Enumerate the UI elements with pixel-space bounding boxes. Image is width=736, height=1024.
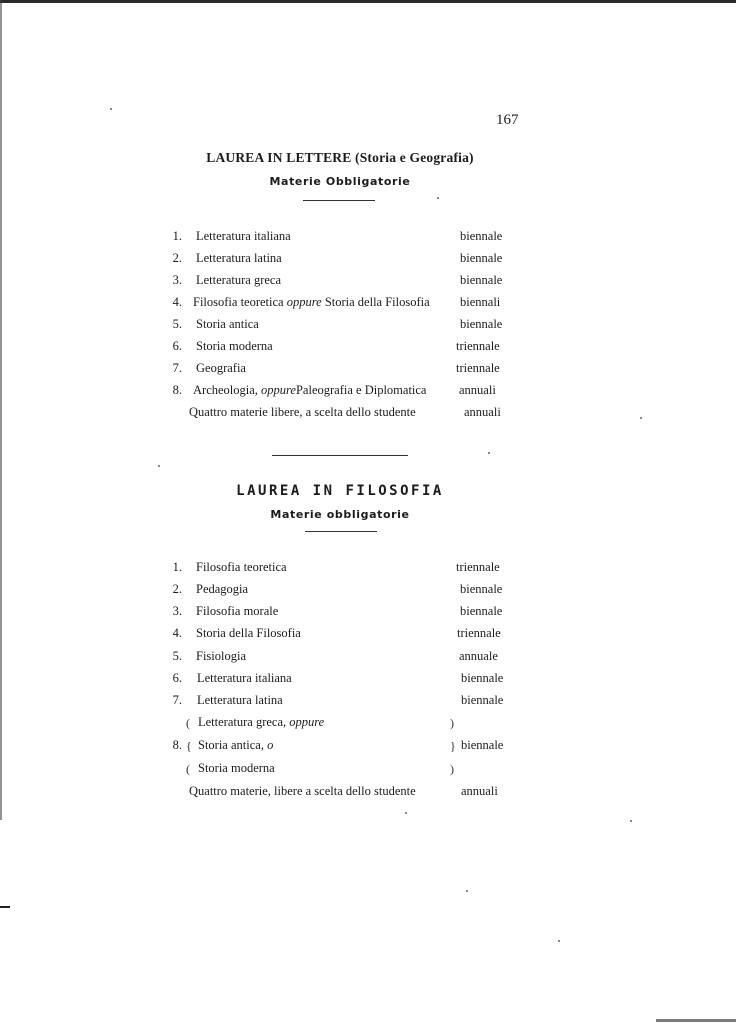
item-duration: biennale [460,317,503,331]
subject-part: Archeologia, [193,383,262,397]
item-duration: biennale [460,273,503,287]
item-number: 2. [172,582,182,596]
item-number: 2. [172,251,182,265]
subject-part: Storia della Filosofia [321,295,430,309]
right-brace: ) } ) [450,716,456,776]
subject-or: oppure [286,295,322,309]
left-brace: ( { ( [186,716,192,776]
scan-top-edge [0,0,736,3]
item-subject: Letteratura greca [196,273,282,287]
item-subject: Letteratura latina [197,693,283,707]
item-duration: biennale [460,229,503,243]
page-number: 167 [496,112,519,128]
subject-or: oppure [289,715,325,729]
extra-text: Quattro materie, libere a scelta dello studente [189,784,416,798]
subject-part: Paleografia e Diplomatica [295,383,427,397]
item-number: 4. [172,295,182,309]
scan-margin-mark [0,906,10,908]
title-rule [303,200,375,201]
item-subject: Letteratura italiana [196,229,291,243]
item-duration: triennale [457,626,501,640]
item-number: 6. [172,339,182,353]
section-divider [272,455,408,456]
item-duration: biennale [460,251,503,265]
item-subject: Pedagogia [196,582,249,596]
scan-speck [110,108,112,110]
item-duration: biennali [460,295,501,309]
item-number: 3. [172,273,182,287]
title-qualifier: (Storia e Geografia) [355,150,474,165]
item-number: 8. [172,738,182,752]
item-subject: Fisiologia [196,649,247,663]
item-subject [193,383,426,398]
item-number: 7. [172,693,182,707]
item-duration: annuali [459,383,496,397]
item-number: 6. [172,671,182,685]
item-subject: Letteratura latina [196,251,282,265]
item-duration: annuali [464,405,501,419]
item-number: 3. [172,604,182,618]
title-main: LAUREA IN LETTERE [206,150,352,165]
section-title-filosofia: LAUREA IN FILOSOFIA [236,483,444,499]
item-number: 5. [172,317,182,331]
item-subject [193,295,430,310]
item-number: 8. [172,383,182,397]
item-subject: Storia antica [196,317,259,331]
extra-text: Quattro materie libere, a scelta dello studente [189,405,416,419]
subject-or: o [267,738,274,752]
scan-speck [558,940,560,942]
section-subtitle-lettere: Materie Obbligatorie [269,175,411,188]
subject-part: Filosofia teoretica [193,295,287,309]
item-duration: biennale [460,582,503,596]
item-duration: biennale [461,693,504,707]
subject-part: Letteratura greca, [198,715,290,729]
item-duration: triennale [456,560,500,574]
item-duration: annuale [459,649,498,663]
item-number: 1. [172,229,182,243]
item-duration: triennale [456,339,500,353]
title-rule [305,531,377,532]
item-number: 5. [172,649,182,663]
item-duration: biennale [461,671,504,685]
section-title-lettere [0,150,680,166]
item-subject: Storia moderna [198,761,275,775]
item-subject: Letteratura italiana [197,671,292,685]
section-subtitle-filosofia: Materie obbligatorie [270,508,410,521]
scan-speck [630,820,632,822]
item-subject [198,738,273,753]
item-subject [198,715,324,730]
item-subject: Geografia [196,361,246,375]
item-duration: biennale [461,738,504,752]
item-duration: annuali [461,784,498,798]
item-subject: Storia della Filosofia [196,626,301,640]
scan-speck [437,197,439,199]
scan-left-edge [0,0,6,820]
item-subject: Storia moderna [196,339,273,353]
scan-speck [466,890,468,892]
item-subject: Filosofia teoretica [196,560,287,574]
scan-speck [640,417,642,419]
item-subject: Filosofia morale [196,604,279,618]
scan-speck [158,465,160,467]
scan-speck [405,812,407,814]
item-number: 1. [172,560,182,574]
item-number: 7. [172,361,182,375]
item-duration: triennale [456,361,500,375]
item-duration: biennale [460,604,503,618]
scan-bottom-edge [656,1019,736,1022]
subject-or: oppure [261,383,296,397]
item-number: 4. [172,626,182,640]
subject-part: Storia antica, [198,738,268,752]
scan-speck [488,452,490,454]
